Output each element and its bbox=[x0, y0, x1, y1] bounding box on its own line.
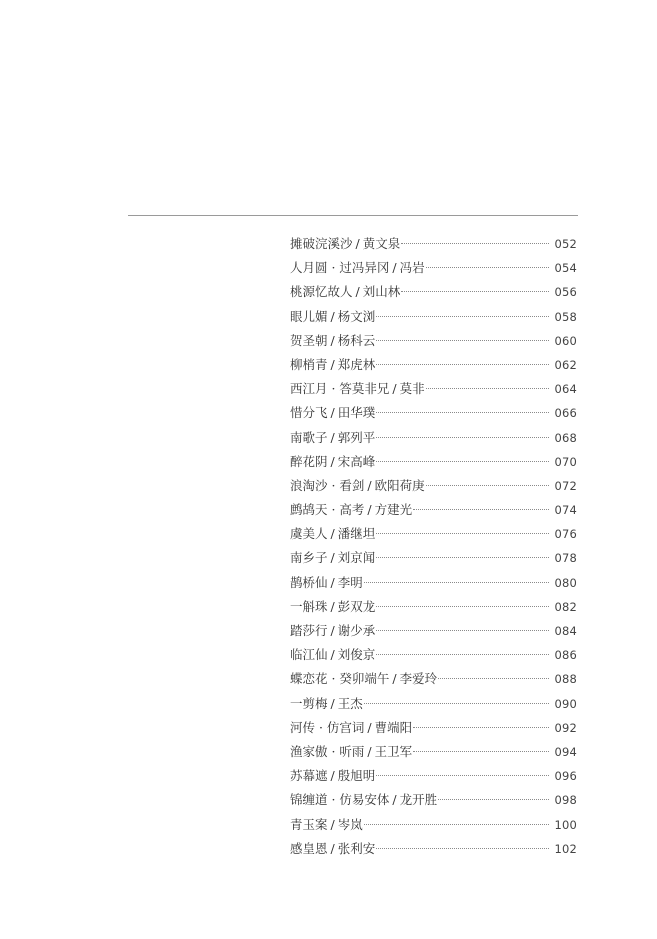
toc-entry-title: 青玉案 bbox=[290, 816, 328, 832]
toc-entry-page: 074 bbox=[554, 503, 577, 518]
toc-dot-leader bbox=[426, 267, 550, 268]
toc-entry-author: 郑虎林 bbox=[337, 356, 376, 372]
toc-entry-page: 070 bbox=[554, 454, 577, 469]
toc-entry-author: 杨文浏 bbox=[337, 308, 376, 324]
toc-entry-title: 感皇恩 bbox=[290, 840, 328, 856]
toc-entry-title: 鹧鸪天 · 高考 bbox=[290, 502, 365, 518]
toc-entry-page: 056 bbox=[554, 285, 577, 300]
toc-dot-leader bbox=[426, 388, 550, 389]
toc-entry-separator: / bbox=[330, 623, 335, 638]
toc-entry-separator: / bbox=[392, 260, 397, 276]
toc-entry-separator: / bbox=[330, 647, 335, 663]
toc-entry-title: 一斛珠 bbox=[290, 598, 328, 614]
toc-entry-author: 李明 bbox=[337, 574, 363, 590]
toc-entry[interactable] bbox=[290, 692, 577, 716]
toc-entry-separator: / bbox=[392, 381, 397, 397]
toc-dot-leader bbox=[376, 461, 549, 462]
toc-entry-page: 062 bbox=[554, 357, 577, 372]
toc-entry[interactable] bbox=[290, 522, 577, 546]
toc-entry-title: 柳梢青 bbox=[290, 356, 328, 372]
toc-entry-author: 王卫军 bbox=[374, 743, 413, 759]
toc-entry-author: 潘继坦 bbox=[337, 526, 376, 542]
toc-dot-leader bbox=[413, 509, 549, 510]
toc-entry-page: 080 bbox=[554, 575, 577, 590]
toc-dot-leader bbox=[413, 727, 549, 728]
toc-entry-page: 054 bbox=[554, 261, 577, 276]
toc-entry-author: 宋高峰 bbox=[337, 453, 376, 469]
toc-entry-page: 060 bbox=[554, 333, 577, 348]
toc-entry-page: 066 bbox=[554, 406, 577, 421]
toc-entry-separator: / bbox=[392, 792, 397, 808]
toc-entry-separator: / bbox=[367, 502, 372, 518]
toc-entry-author: 刘山林 bbox=[362, 284, 401, 300]
toc-entry-author: 杨科云 bbox=[337, 332, 376, 348]
toc-entry[interactable] bbox=[290, 280, 577, 304]
toc-dot-leader bbox=[438, 799, 549, 800]
toc-entry[interactable] bbox=[290, 305, 577, 329]
toc-dot-leader bbox=[364, 824, 550, 825]
toc-entry-author: 刘俊京 bbox=[337, 647, 376, 663]
toc-entry[interactable] bbox=[290, 740, 577, 764]
toc-entry-author: 冯岩 bbox=[399, 260, 425, 276]
toc-entry[interactable] bbox=[290, 595, 577, 619]
toc-entry-page: 052 bbox=[554, 237, 577, 251]
toc-entry-author: 黄文泉 bbox=[362, 236, 401, 251]
toc-entry-page: 094 bbox=[554, 744, 577, 759]
toc-entry-separator: / bbox=[355, 236, 360, 251]
toc-entry-author: 莫非 bbox=[399, 381, 425, 397]
toc-dot-leader bbox=[413, 751, 549, 752]
toc-entry-page: 096 bbox=[554, 769, 577, 784]
toc-entry-separator: / bbox=[330, 768, 335, 784]
toc-entry[interactable] bbox=[290, 643, 577, 667]
toc-entry-separator: / bbox=[330, 453, 335, 469]
toc-dot-leader bbox=[401, 243, 549, 244]
toc-entry-author: 张利安 bbox=[337, 840, 376, 856]
toc-dot-leader bbox=[376, 364, 549, 365]
toc-entry[interactable] bbox=[290, 498, 577, 522]
toc-entry-title: 苏幕遮 bbox=[290, 768, 328, 784]
toc-entry-page: 068 bbox=[554, 430, 577, 445]
toc-entry[interactable] bbox=[290, 716, 577, 740]
table-of-contents bbox=[290, 232, 577, 861]
toc-entry[interactable] bbox=[290, 788, 577, 812]
toc-entry-title: 南歌子 bbox=[290, 429, 328, 445]
toc-entry-separator: / bbox=[330, 356, 335, 372]
toc-entry-separator: / bbox=[330, 405, 335, 421]
toc-entry-page: 064 bbox=[554, 382, 577, 397]
toc-entry-separator: / bbox=[330, 574, 335, 590]
toc-dot-leader bbox=[364, 582, 550, 583]
top-divider-rule bbox=[128, 215, 578, 216]
toc-entry[interactable] bbox=[290, 401, 577, 425]
toc-entry[interactable] bbox=[290, 329, 577, 353]
toc-entry-author: 李爱玲 bbox=[399, 671, 438, 687]
toc-entry-page: 072 bbox=[554, 478, 577, 493]
toc-entry-author: 欧阳荷庚 bbox=[374, 477, 425, 493]
toc-entry-page: 058 bbox=[554, 309, 577, 324]
toc-dot-leader bbox=[438, 678, 549, 679]
toc-entry-title: 摊破浣溪沙 bbox=[290, 236, 353, 251]
toc-entry-separator: / bbox=[330, 526, 335, 542]
toc-entry-author: 岑岚 bbox=[337, 816, 363, 832]
toc-entry-title: 蝶恋花 · 癸卯端午 bbox=[290, 671, 390, 687]
toc-entry[interactable] bbox=[290, 546, 577, 570]
toc-entry-author: 殷旭明 bbox=[337, 768, 376, 784]
toc-entry-separator: / bbox=[330, 429, 335, 445]
toc-dot-leader bbox=[376, 533, 549, 534]
toc-entry-author: 龙开胜 bbox=[399, 792, 438, 808]
toc-entry[interactable] bbox=[290, 256, 577, 280]
toc-entry-title: 踏莎行 bbox=[290, 623, 328, 638]
toc-entry[interactable] bbox=[290, 353, 577, 377]
toc-entry[interactable] bbox=[290, 837, 577, 861]
toc-entry[interactable] bbox=[290, 426, 577, 450]
toc-entry[interactable] bbox=[290, 619, 577, 643]
toc-dot-leader bbox=[376, 557, 549, 558]
toc-entry-title: 人月圆 · 过冯异冈 bbox=[290, 260, 390, 276]
toc-entry-title: 贺圣朝 bbox=[290, 332, 328, 348]
toc-entry-separator: / bbox=[392, 671, 397, 687]
toc-entry-page: 092 bbox=[554, 720, 577, 735]
toc-entry-separator: / bbox=[367, 743, 372, 759]
toc-dot-leader bbox=[376, 340, 549, 341]
toc-entry-title: 锦缠道 · 仿易安体 bbox=[290, 792, 390, 808]
toc-dot-leader bbox=[364, 703, 550, 704]
toc-entry-title: 鹊桥仙 bbox=[290, 574, 328, 590]
toc-entry-separator: / bbox=[330, 332, 335, 348]
toc-entry[interactable] bbox=[290, 667, 577, 691]
toc-entry-title: 眼儿媚 bbox=[290, 308, 328, 324]
toc-entry-author: 曹端阳 bbox=[374, 719, 413, 735]
toc-entry-page: 098 bbox=[554, 793, 577, 808]
toc-entry[interactable] bbox=[290, 813, 577, 837]
toc-entry-title: 南乡子 bbox=[290, 550, 328, 566]
toc-entry-page: 078 bbox=[554, 551, 577, 566]
toc-dot-leader bbox=[376, 437, 549, 438]
toc-entry-page: 082 bbox=[554, 599, 577, 614]
toc-dot-leader bbox=[376, 775, 549, 776]
toc-entry-author: 王杰 bbox=[337, 695, 363, 711]
toc-entry-author: 方建光 bbox=[374, 502, 413, 518]
toc-entry[interactable] bbox=[290, 764, 577, 788]
toc-entry-separator: / bbox=[330, 550, 335, 566]
toc-entry[interactable] bbox=[290, 571, 577, 595]
toc-entry[interactable] bbox=[290, 450, 577, 474]
toc-dot-leader bbox=[376, 630, 549, 631]
toc-entry-page: 100 bbox=[554, 817, 577, 832]
toc-entry-title: 浪淘沙 · 看剑 bbox=[290, 477, 365, 493]
toc-entry-author: 彭双龙 bbox=[337, 598, 376, 614]
toc-dot-leader bbox=[376, 316, 549, 317]
toc-entry-page: 102 bbox=[554, 841, 577, 856]
toc-dot-leader bbox=[376, 412, 549, 413]
toc-entry-title: 西江月 · 答莫非兄 bbox=[290, 381, 390, 397]
toc-entry-page: 088 bbox=[554, 672, 577, 687]
toc-entry-separator: / bbox=[330, 695, 335, 711]
toc-entry-title: 醉花阴 bbox=[290, 453, 328, 469]
toc-entry-page: 084 bbox=[554, 624, 577, 638]
toc-entry-page: 090 bbox=[554, 696, 577, 711]
toc-dot-leader bbox=[376, 848, 549, 849]
toc-entry-separator: / bbox=[367, 719, 372, 735]
toc-entry-title: 渔家傲 · 听雨 bbox=[290, 743, 365, 759]
toc-entry-title: 虞美人 bbox=[290, 526, 328, 542]
toc-entry-title: 一剪梅 bbox=[290, 695, 328, 711]
toc-dot-leader bbox=[401, 291, 549, 292]
toc-entry[interactable] bbox=[290, 474, 577, 498]
toc-entry[interactable] bbox=[290, 377, 577, 401]
toc-entry-separator: / bbox=[367, 477, 372, 493]
toc-entry-author: 郭列平 bbox=[337, 429, 376, 445]
toc-dot-leader bbox=[376, 606, 549, 607]
toc-entry-separator: / bbox=[330, 840, 335, 856]
toc-entry-author: 田华璞 bbox=[337, 405, 376, 421]
toc-entry-separator: / bbox=[330, 598, 335, 614]
toc-entry-separator: / bbox=[355, 284, 360, 300]
toc-entry-separator: / bbox=[330, 816, 335, 832]
toc-entry-title: 桃源忆故人 bbox=[290, 284, 353, 300]
toc-entry[interactable] bbox=[290, 232, 577, 256]
toc-entry-title: 惜分飞 bbox=[290, 405, 328, 421]
toc-entry-author: 刘京闻 bbox=[337, 550, 376, 566]
toc-dot-leader bbox=[376, 654, 549, 655]
toc-entry-author: 谢少承 bbox=[337, 623, 376, 638]
toc-entry-page: 086 bbox=[554, 648, 577, 663]
toc-entry-title: 河传 · 仿宫词 bbox=[290, 719, 365, 735]
toc-entry-title: 临江仙 bbox=[290, 647, 328, 663]
toc-entry-separator: / bbox=[330, 308, 335, 324]
toc-entry-page: 076 bbox=[554, 527, 577, 542]
toc-dot-leader bbox=[426, 485, 550, 486]
